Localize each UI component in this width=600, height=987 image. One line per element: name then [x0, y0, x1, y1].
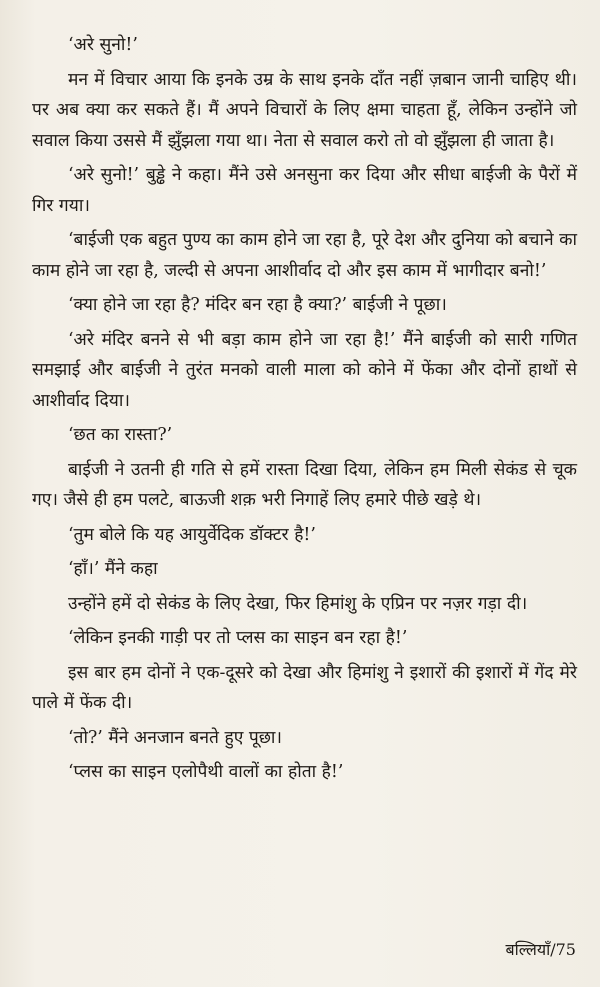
paragraph: ‘अरे मंदिर बनने से भी बड़ा काम होने जा रहा है!’ मैंने बाईजी को सारी गणित समझाई और बाईजी ने तुरंत मनको वाली माला को कोने में फेंका और दोनों हाथों से आशीर्वाद दिया। [32, 329, 577, 411]
paragraph: ‘बाईजी एक बहुत पुण्य का काम होने जा रहा है, पूरे देश और दुनिया को बचाने का काम होने जा रहा है, जल्दी से अपना आशीर्वाद दो और इस काम में भागीदार बनो!’ [32, 230, 577, 281]
paragraph: ‘तो?’ मैंने अनजान बनते हुए पूछा। [68, 727, 282, 748]
paragraph: बाईजी ने उतनी ही गति से हमें रास्ता दिखा दिया, लेकिन हम मिली सेकंड से चूक गए। जैसे ही हम पलटे, बाऊजी शक़ भरी निगाहें लिए हमारे पीछे खड़े थे। [32, 459, 577, 510]
paragraph: ‘छत का रास्ता?’ [68, 425, 173, 445]
body-text [32, 30, 577, 792]
paragraph: ‘अरे सुनो!’ बुड्ढे ने कहा। मैंने उसे अनसुना कर दिया और सीधा बाईजी के पैरों में गिर गया। [32, 165, 577, 216]
paragraph: इस बार हम दोनों ने एक-दूसरे को देखा और हिमांशु ने इशारों की इशारों में गेंद मेरे पाले में फेंक दी। [32, 662, 577, 713]
paragraph: ‘क्या होने जा रहा है? मंदिर बन रहा है क्या?’ बाईजी ने पूछा। [68, 295, 447, 315]
paragraph: ‘तुम बोले कि यह आयुर्वेदिक डॉक्टर है!’ [68, 524, 316, 545]
paragraph: ‘हाँ।’ मैंने कहा [68, 559, 158, 579]
paragraph: ‘प्लस का साइन एलोपैथी वालों का होता है!’ [68, 762, 344, 782]
paragraph: ‘अरे सुनो!’ [68, 35, 138, 55]
paragraph: मन में विचार आया कि इनके उम्र के साथ इनके दाँत नहीं ज़बान जानी चाहिए थी। पर अब क्या कर सकते हैं। मैं अपने विचारों के लिए क्षमा चाहता हूँ, लेकिन उन्होंने जो सवाल किया उससे मैं झुँझला गया था। नेता से सवाल करो तो वो झुँझला ही जाता है। [32, 69, 577, 151]
paragraph: उन्होंने हमें दो सेकंड के लिए देखा, फिर हिमांशु के एप्रिन पर नज़र गड़ा दी। [68, 593, 528, 614]
page-folio: बल्लियाँ/75 [505, 940, 576, 959]
paragraph: ‘लेकिन इनकी गाड़ी पर तो प्लस का साइन बन रहा है!’ [68, 628, 408, 648]
